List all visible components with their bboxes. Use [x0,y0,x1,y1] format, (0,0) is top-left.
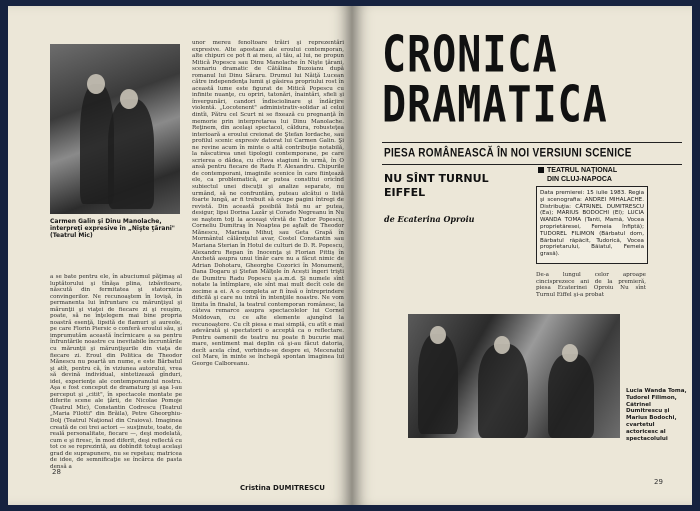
right-page-number: 29 [654,478,663,486]
subtitle-rule [382,164,682,165]
left-page-number: 28 [52,468,61,476]
left-photo-caption: Carmen Galin şi Dinu Manolache, interpreţi expresive în „Nişte ţărani" (Teatrul Mic) [50,218,175,239]
theatre-line1: TEATRUL NAŢIONAL [538,166,617,175]
theatre-name [538,166,617,184]
section-title-line1: CRONICA [382,26,558,84]
bullet-square-icon [538,167,544,173]
play-title-line2: EIFFEL [384,186,426,199]
right-page [352,6,692,505]
author-signature: Cristina DUMITRESCU [240,484,325,492]
theatre-line2: DIN CLUJ-NAPOCA [547,176,612,183]
author-name: Ecaterina Oproiu [397,214,475,224]
right-photo [408,314,620,438]
right-photo-caption: Lucia Wanda Toma, Tudorel Filimon, Cătrinel Dumitrescu şi Marius Bodochi, cvartetul actoricesc al spectacolului [626,388,687,442]
title-rule [382,142,682,143]
section-subtitle: PIESA ROMÂNEASCĂ ÎN NOI VERSIUNI SCENICE [384,147,632,161]
play-author [384,214,474,224]
play-title-line1: NU SÎNT TURNUL [384,172,489,185]
section-title-line2: DRAMATICA [382,76,608,134]
left-column-right-text: unor mereu fenoltoare trăiri şi reprezentări expresive. Alte apostaze ale eroului contemporan, alte chipuri ce pot fi ai meu, al tău, al lui, ne propun Mitică Popescu sau Dinu Manolache în Nişte ţărani, scenariu dramatic de Cătălina Buzoianu după romanul lui Dinu Săraru. Drumul lui Năiţă Lucean către independenţa lumii şi găsirea propriului rost în această lume este figurat de Mitică Popescu cu infinite nuanţe, cu opriri, tatonări, înaintări, sfieli şi învergunări, candori îndisciolinare şi îndârjire violentă. „Locotenent" administrativ-solidar al celui dintîi, Pătru cel Scurt ni se fixează cu pregnanţă în memorie prin interpretarea lui Dinu Manolache. Reţinem, din acelaşi spectacol, căldura, robusteţea interioară a eroului creionat de Ştefan Iordache, sau profilul scenic expresiv datorat lui Carmen Galin. Şi ne revine acum în minte o altă contribuţie notabilă, la născutirea unei tipologii contemporane, pe care scrierea o dădea, cu cîteva stagiuni în urmă, în O ansă pentru fiecare de Radu F. Alexandru. Chipurile de contemporani, imaginile scenice în care fiinţează ele, ca problematică, ar putea constitui oricînd subiectul unei discuţii şi analize separate, nu urmând, să ne confruntăm, puteau alcătui o listă foarte lungă, ar fi trebuit să ocupe pagini întregi de revistă. Din această posibilă listă nu ar putea, desigur, lipsi Dorina Lazăr şi Corado Negreanu în Nu se naştem toţi la aceeaşi vîrstă de Tudor Popescu, Corneliu Dumitraş în Noaptea pe aşfalt de Theodor Mănescu, Mariana Mihuţ sau Geta Grapă în Mormântul călăreţului avar, Costel Constantin sau Mariana Sterian în Hotul de culturi de D. R. Popescu, Alexandru Repan în Inocenţa şi Florian Pittiş în Anchetă asupra unui tînăr care nu a făcut nimic de Adrian Dohotaru, Gheorghe Cozorici în Monument, Dana Dogaru şi Ştefan Mălţele în Acești îngeri trişti de Dumitru Radu Popescu ş.a.m.d. Şi numele sînt notate la întîmplare, ele sînt mai mult decît cele de zecime a ei. A o completa ar fi însă o întreprindere dificilă şi care nu intră în intenţiile noastre. Ne vom limita în finalul, la teatrul contemporan românesc, la câteva remarce asupra spectacolelor lui Cornel Moldovan, cu ce alte elemente ajungînd la recunoaştere. Cu cît piesa e mai simplă, cu atît e mai adevărată şi spectatorii o acceptă ca o reflectare. Pentru oamenii de teatru nu poate fi bucurie mai mare, sentiment mai deplin că şi-au făcut datoria, decît acela cînd, vorbindu-se despre ei, Mecenatul cel Mare, în minte se închegă spontan imaginea lui George Calboreanu. [192,40,344,367]
left-photo [50,44,180,214]
left-page [8,6,352,505]
credits-box: Data premierei: 15 iulie 1983. Regia şi scenografia: ANDREI MIHALACHE. Distribuţia: CĂTRINEL DUMITRESCU (Ea); MARIUS BODOCHI (El); LUCIA WANDA TOMA (Tanti, Mamă, Vocea proprietăresei, Femeia înfiptă); TUDOREL FILIMON (Bărbatul dom, Bărbatul răpăcit, Tudorică, Vocea proprietarului, Băiatul, Femeia grasă). [536,186,648,264]
left-column-left-text: a se bate pentru ele, în abuciumul păţimaş al luptătorului şi tînăşa plina, izbăvitoare, născută din fermitatea şi statornicia convingerilor. Ne recunoaştem în Iovişă, în permanenta lui înfruntare cu mărunţişul şi mărunţii şi viaţei de fiecare zi şi reuşim, poate, să ne înţelegem mai bine propria noastră esenţă, lipsită de flamuri şi aureole, pe care Florin Piersic o conferă eroului său, şi imprumutăm această încîrnicare a sa pentru înfruntările noastre cu inevitabile încruntările cu mărunţii şi mărunţişurile din viaţa de fiecare zi. Eroul din Politica de Theodor Mănescu nu poartă un nume, e este Bărbatul şi atît, pentru că, în viziunea autorului, vrea să devină individual, sintetizează gînduri, idei, experienţe ale contemporanului nostru. Aşa e fost conceput de dramaturg şi aşa l-au perceput şi „citit", în spectacole montate pe diferite scene ale ţării, de Nicolae Pomoje (Teatrul Mic), Constantin Codrescu (Teatrul „Maria Filotti" din Brăila), Petre Gheorghiu-Dolj (Teatrul Naţional din Craiova). Imaginea creată de cei trei actori — susţinute, toate, de reală personalitate, fiecare —, deşi modelată, cum e şi firesc, în mod diferit, deşi reflectă cu tot ce se reprezintă, au dobîndit totuşi acelaşi grad de suprapunere, nu se repetau; matricea de idee, de semnificaţie se încărca de pasta densă a [50,274,182,470]
author-prefix: de [384,214,395,224]
intro-text: De-a lungul celor aproape cincisprezece ani de la premieră, piesa Ecaterinei Oproiu Nu sînt Turnul Eiffel şi-a probat [536,272,646,298]
